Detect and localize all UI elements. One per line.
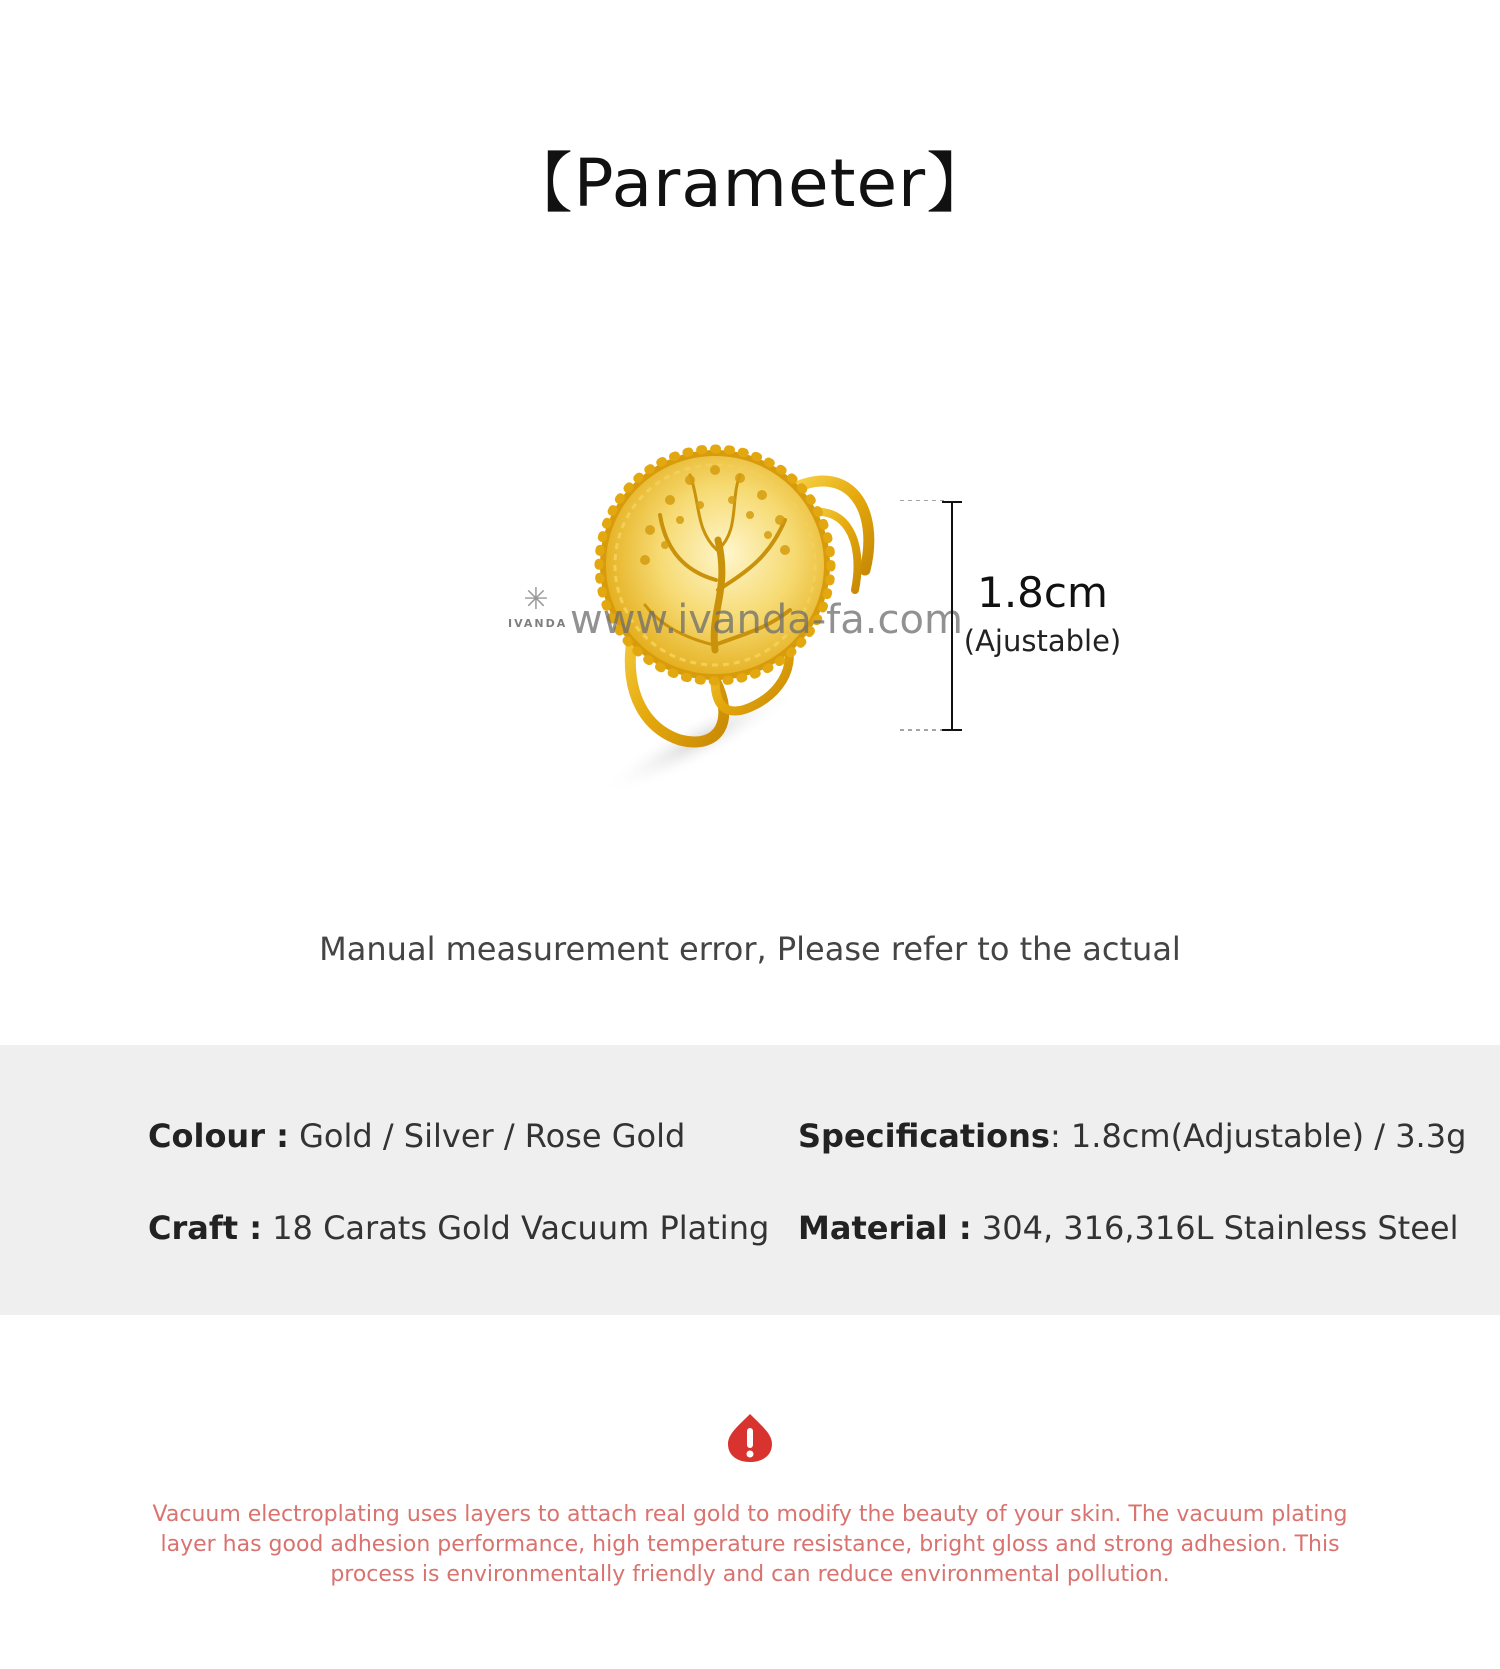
watermark [508,582,963,643]
star-icon: ✳ [523,582,549,617]
spec-specifications [798,1117,1466,1155]
page-title: 【Parameter】 [506,145,994,222]
spec-craft-value: 18 Carats Gold Vacuum Plating [272,1209,770,1247]
spec-specifications-label: Specifications [798,1117,1050,1155]
measurement-note: (Ajustable) [963,624,1122,658]
spec-colour-label: Colour : [148,1117,289,1155]
plating-notice: Vacuum electroplating uses layers to attach real gold to modify the beauty of your skin. The vacuum plating layer has good adhesion performance, high temperature resistance, bright gloss and strong adhesion. This process is environmentally friendly and can reduce environmental pollution. [152,1502,1348,1587]
spec-colour [148,1117,685,1155]
measurement-value: 1.8cm [977,568,1108,617]
watermark-url: www.ivanda-fa.com [570,597,963,643]
spec-material [798,1209,1458,1247]
spec-material-label: Material : [798,1209,972,1247]
spec-colour-value: Gold / Silver / Rose Gold [299,1117,686,1155]
spec-craft-label: Craft : [148,1209,263,1247]
spec-panel [0,1045,1500,1315]
spec-specifications-value: : 1.8cm(Adjustable) / 3.3g [1049,1117,1467,1155]
measurement-label [960,565,1125,661]
measurement-disclaimer: Manual measurement error, Please refer to the actual [319,930,1181,968]
spec-material-value: 304, 316,316L Stainless Steel [981,1209,1459,1247]
spec-craft [148,1209,769,1247]
ivanda-logo: ✳ IVANDA [508,582,568,630]
warning-icon [726,1412,774,1464]
